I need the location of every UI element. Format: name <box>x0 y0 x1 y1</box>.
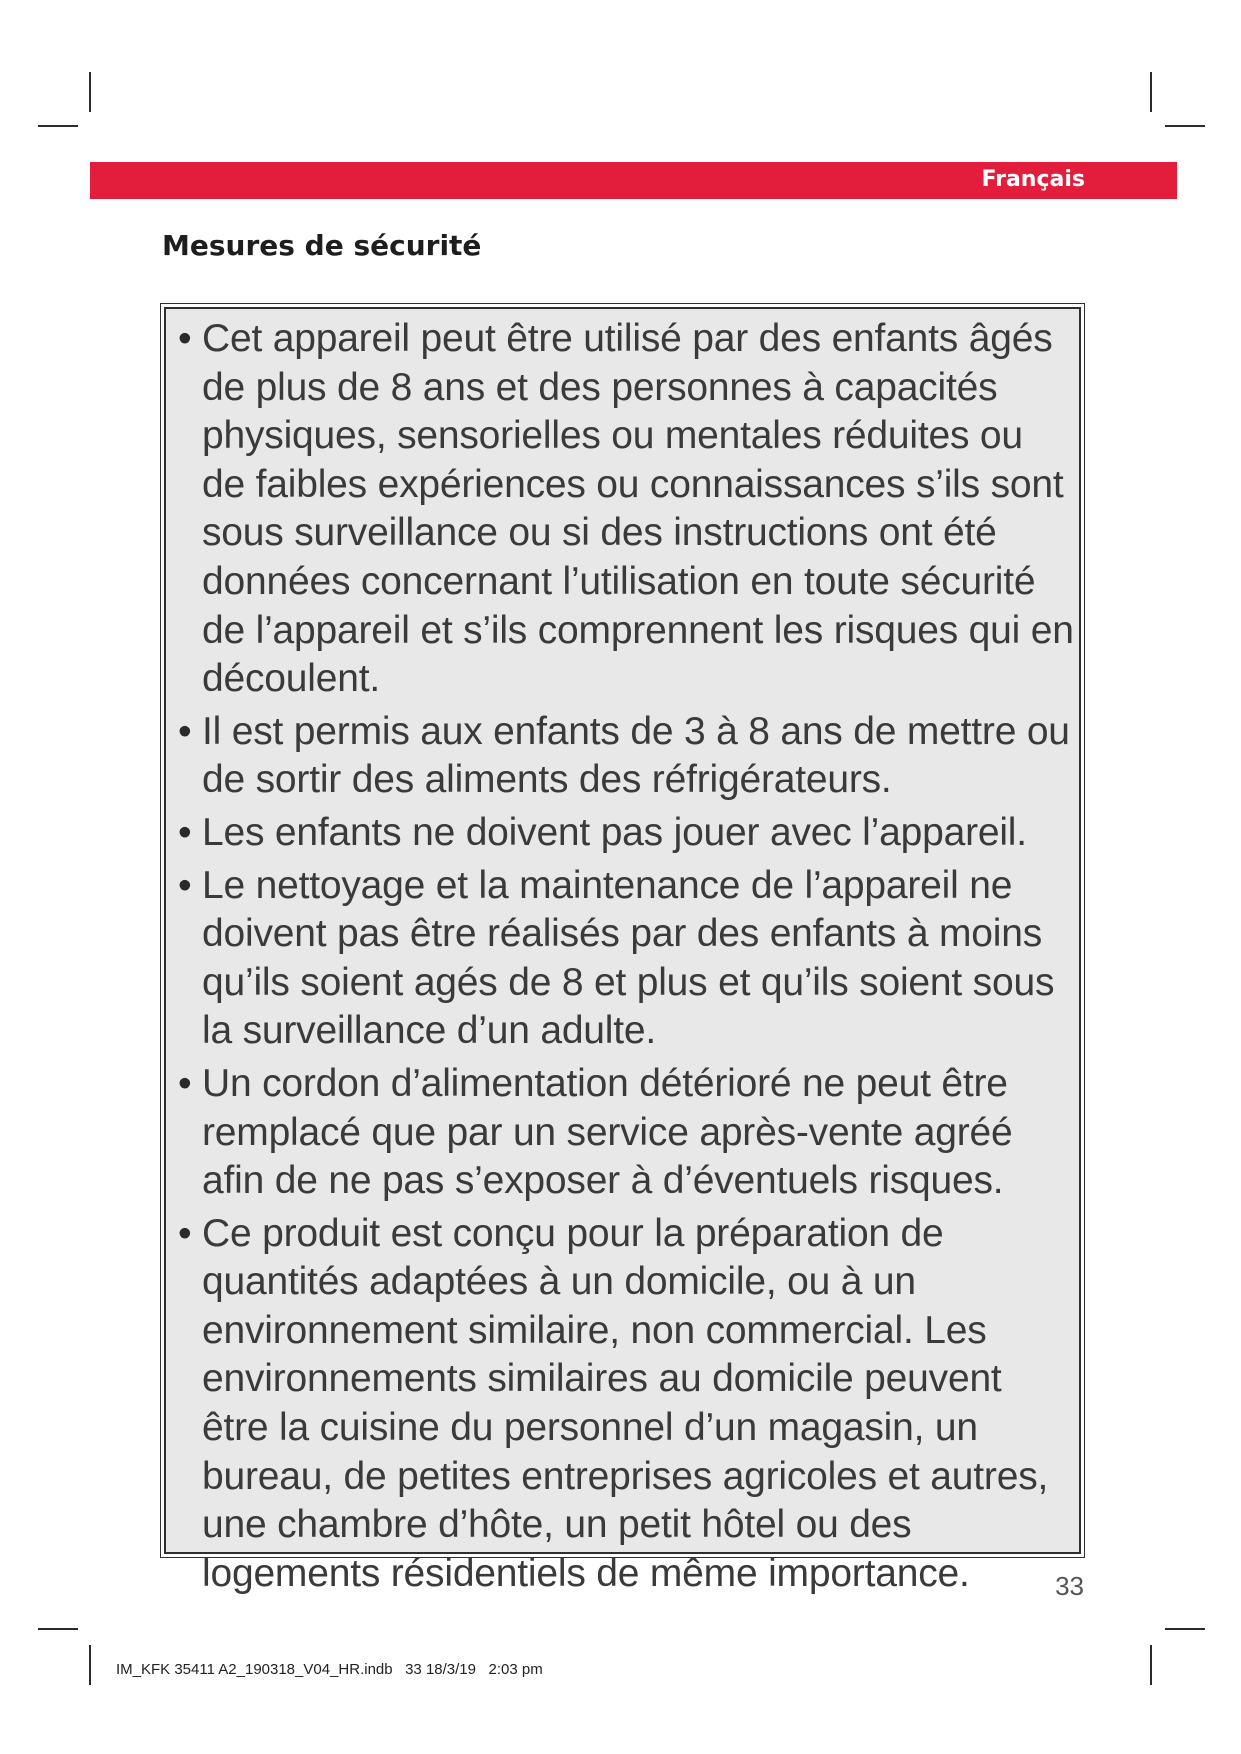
safety-item <box>178 862 1075 1056</box>
bullet-icon: • <box>178 317 192 360</box>
crop-mark-bottom-right-vertical <box>1150 1645 1152 1685</box>
crop-mark-bottom-left-vertical <box>89 1645 91 1685</box>
safety-item-text: Ce produit est conçu pour la préparation de quantités adaptées à un domicile, ou à un environnement similaire, non commercial. Les environnements similaires au domicile peuvent être la cuisine du personnel d’un magasin, un bureau, de petites entreprises agricoles et autres, une chambre d’hôte, un petit hôtel ou des logements résidentiels de même importance. <box>202 1211 1049 1595</box>
crop-mark-top-left-vertical <box>89 72 91 112</box>
safety-item <box>178 315 1075 704</box>
print-slug: IM_KFK 35411 A2_190318_V04_HR.indb 33 18/3/19 2:03 pm <box>116 1661 543 1678</box>
safety-item <box>178 1060 1075 1206</box>
safety-item-text: Il est permis aux enfants de 3 à 8 ans de mettre ou de sortir des aliments des réfrigérateurs. <box>202 709 1070 802</box>
bullet-icon: • <box>178 709 192 753</box>
bullet-icon: • <box>178 810 192 854</box>
crop-mark-bottom-left-horizontal <box>38 1628 78 1630</box>
safety-item-text: Cet appareil peut être utilisé par des enfants âgés de plus de 8 ans et des personnes à capacités physiques, sensorielles ou mentales réduites ou de faibles expériences ou connaissances s’ils sont sous surveillance ou si des instructions ont été données concernant l’utilisation en toute sécurité de l’appareil et s’ils comprennent les risques qui en découlent. <box>202 317 1074 701</box>
language-header-bar <box>90 162 1177 199</box>
safety-item-text: Un cordon d’alimentation détérioré ne peut être remplacé que par un service après-vente agréé afin de ne pas s’exposer à d’éventuels risques. <box>202 1061 1013 1203</box>
safety-item <box>178 809 1075 858</box>
crop-mark-top-right-horizontal <box>1165 125 1205 127</box>
crop-mark-top-right-vertical <box>1150 72 1152 112</box>
safety-item <box>178 708 1075 805</box>
safety-list <box>178 315 1075 1602</box>
bullet-icon: • <box>178 863 192 907</box>
safety-item-text: Le nettoyage et la maintenance de l’appareil ne doivent pas être réalisés par des enfants à moins qu’ils soient agés de 8 et plus et qu’ils soient sous la surveillance d’un adulte. <box>202 863 1055 1053</box>
crop-mark-bottom-right-horizontal <box>1165 1628 1205 1630</box>
safety-item-text: Les enfants ne doivent pas jouer avec l’appareil. <box>202 810 1027 854</box>
bullet-icon: • <box>178 1061 192 1105</box>
safety-item <box>178 1210 1075 1599</box>
page-number: 33 <box>1055 1571 1084 1601</box>
bullet-icon: • <box>178 1211 192 1255</box>
crop-mark-top-left-horizontal <box>38 125 78 127</box>
language-label: Français <box>981 167 1085 192</box>
section-title: Mesures de sécurité <box>162 229 482 262</box>
